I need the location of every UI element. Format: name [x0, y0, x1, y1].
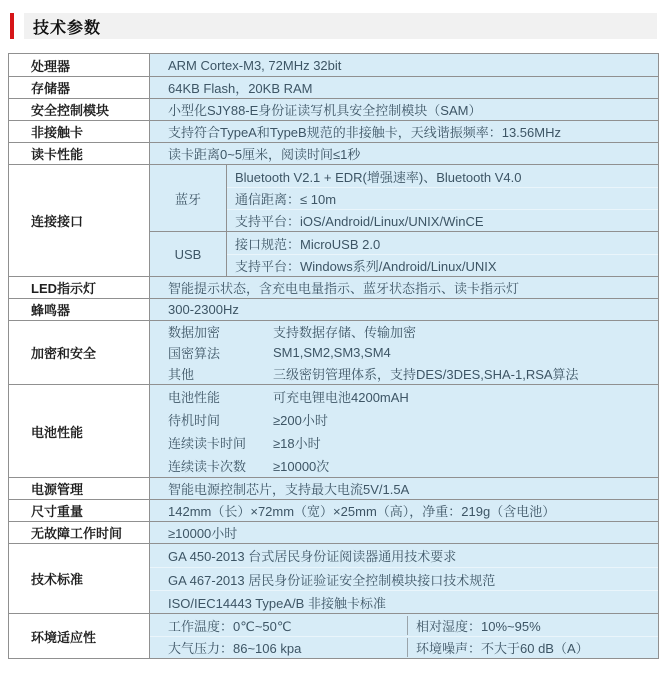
interface-sub-label: 蓝牙	[149, 165, 226, 231]
spec-label: 电源管理	[9, 478, 149, 499]
spec-value: 支持符合TypeA和TypeB规范的非接触卡，天线谐振频率：13.56MHz	[149, 121, 658, 142]
spec-value: 智能提示状态，含充电电量指示、蓝牙状态指示、读卡指示灯	[149, 277, 658, 298]
spec-row-environment	[9, 613, 658, 658]
spec-row-interfaces	[9, 164, 658, 276]
spec-row-contactless-card	[9, 120, 658, 142]
usb-platforms: 支持平台：Windows系列/Android/Linux/UNIX	[227, 254, 658, 276]
spec-row-processor	[9, 54, 658, 76]
usb-spec: 接口规范：MicroUSB 2.0	[235, 236, 381, 252]
spec-row-dimensions	[9, 499, 658, 521]
security-item-value: 三级密钥管理体系，支持DES/3DES,SHA-1,RSA算法	[273, 367, 579, 382]
bluetooth-details	[226, 165, 658, 231]
bluetooth-range: 通信距离：≤ 10m	[227, 187, 658, 209]
environment-details	[149, 614, 658, 658]
spec-label: 安全控制模块	[9, 99, 149, 120]
spec-row-sam-module	[9, 98, 658, 120]
battery-item-value: ≥200小时	[273, 413, 328, 428]
spec-row-battery	[9, 384, 658, 477]
interface-bluetooth	[149, 165, 658, 231]
standard-item: GA 450-2013 台式居民身份证阅读器通用技术要求	[168, 549, 457, 564]
bluetooth-version: Bluetooth V2.1 + EDR(增强速率)、Bluetooth V4.0	[235, 169, 522, 185]
bluetooth-platforms: 支持平台：iOS/Android/Linux/UNIX/WinCE	[227, 209, 658, 231]
battery-item-name: 待机时间	[168, 413, 221, 428]
usb-details	[226, 232, 658, 276]
spec-row-memory	[9, 76, 658, 98]
security-item-value: 支持数据存储、传输加密	[273, 325, 417, 340]
env-temperature: 工作温度：0℃~50℃	[168, 618, 292, 634]
battery-item-name: 电池性能	[168, 390, 221, 405]
spec-label: 连接接口	[9, 165, 149, 276]
accent-bar	[10, 13, 14, 39]
interface-sub-label: USB	[149, 232, 226, 276]
spec-value: 300-2300Hz	[149, 299, 658, 320]
spec-row-power	[9, 477, 658, 499]
battery-item	[150, 431, 658, 454]
spec-label: 处理器	[9, 54, 149, 76]
environment-line	[150, 636, 658, 658]
spec-label: 环境适应性	[9, 614, 149, 658]
security-item-name: 国密算法	[168, 346, 221, 361]
battery-item-name: 连续读卡次数	[168, 459, 247, 474]
spec-label: 电池性能	[9, 385, 149, 477]
spec-row-mtbf	[9, 521, 658, 543]
security-item	[150, 342, 658, 363]
security-details	[149, 321, 658, 384]
security-item-name: 数据加密	[168, 325, 221, 340]
env-humidity: 相对湿度：10%~95%	[407, 616, 658, 635]
spec-label: 读卡性能	[9, 143, 149, 164]
battery-item-value: ≥10000次	[273, 459, 330, 474]
spec-value: 142mm（长）×72mm（宽）×25mm（高），净重：219g（含电池）	[149, 500, 658, 521]
security-item	[150, 363, 658, 384]
spec-label: 技术标准	[9, 544, 149, 613]
spec-value: 64KB Flash，20KB RAM	[149, 77, 658, 98]
spec-row-standards	[9, 543, 658, 613]
spec-label: 尺寸重量	[9, 500, 149, 521]
spec-label: 蜂鸣器	[9, 299, 149, 320]
page-title: 技术参数	[33, 19, 102, 37]
battery-item-value: 可充电锂电池4200mAH	[273, 390, 409, 405]
standard-item: GA 467-2013 居民身份证验证安全控制模块接口技术规范	[150, 567, 658, 590]
spec-value: 小型化SJY88-E身份证读写机具安全控制模块（SAM）	[149, 99, 658, 120]
battery-item	[150, 454, 658, 477]
battery-details	[149, 385, 658, 477]
spec-row-led	[9, 276, 658, 298]
security-item-name: 其他	[168, 367, 195, 382]
spec-label: LED指示灯	[9, 277, 149, 298]
interfaces-body	[149, 165, 658, 276]
battery-item-value: ≥18小时	[273, 436, 321, 451]
spec-value: ARM Cortex-M3, 72MHz 32bit	[149, 54, 658, 76]
spec-row-security	[9, 320, 658, 384]
battery-item	[150, 408, 658, 431]
standard-item: ISO/IEC14443 TypeA/B 非接触卡标准	[150, 590, 658, 613]
spec-label: 无故障工作时间	[9, 522, 149, 543]
battery-item-name: 连续读卡时间	[168, 436, 247, 451]
env-pressure: 大气压力：86~106 kpa	[168, 641, 302, 656]
spec-table	[8, 53, 659, 659]
security-item-value: SM1,SM2,SM3,SM4	[273, 345, 391, 360]
section-header	[10, 13, 657, 39]
spec-label: 非接触卡	[9, 121, 149, 142]
battery-item	[150, 385, 658, 408]
security-item	[150, 321, 658, 342]
spec-value: ≥10000小时	[149, 522, 658, 543]
spec-label: 加密和安全	[9, 321, 149, 384]
spec-row-buzzer	[9, 298, 658, 320]
env-noise: 环境噪声：不大于60 dB（A）	[407, 638, 658, 657]
interface-usb	[149, 231, 658, 276]
spec-label: 存储器	[9, 77, 149, 98]
standards-details	[149, 544, 658, 613]
spec-row-read-performance	[9, 142, 658, 164]
spec-value: 智能电源控制芯片，支持最大电流5V/1.5A	[149, 478, 658, 499]
environment-line	[150, 614, 658, 636]
spec-value: 读卡距离0~5厘米，阅读时间≤1秒	[149, 143, 658, 164]
title-panel	[24, 13, 657, 39]
